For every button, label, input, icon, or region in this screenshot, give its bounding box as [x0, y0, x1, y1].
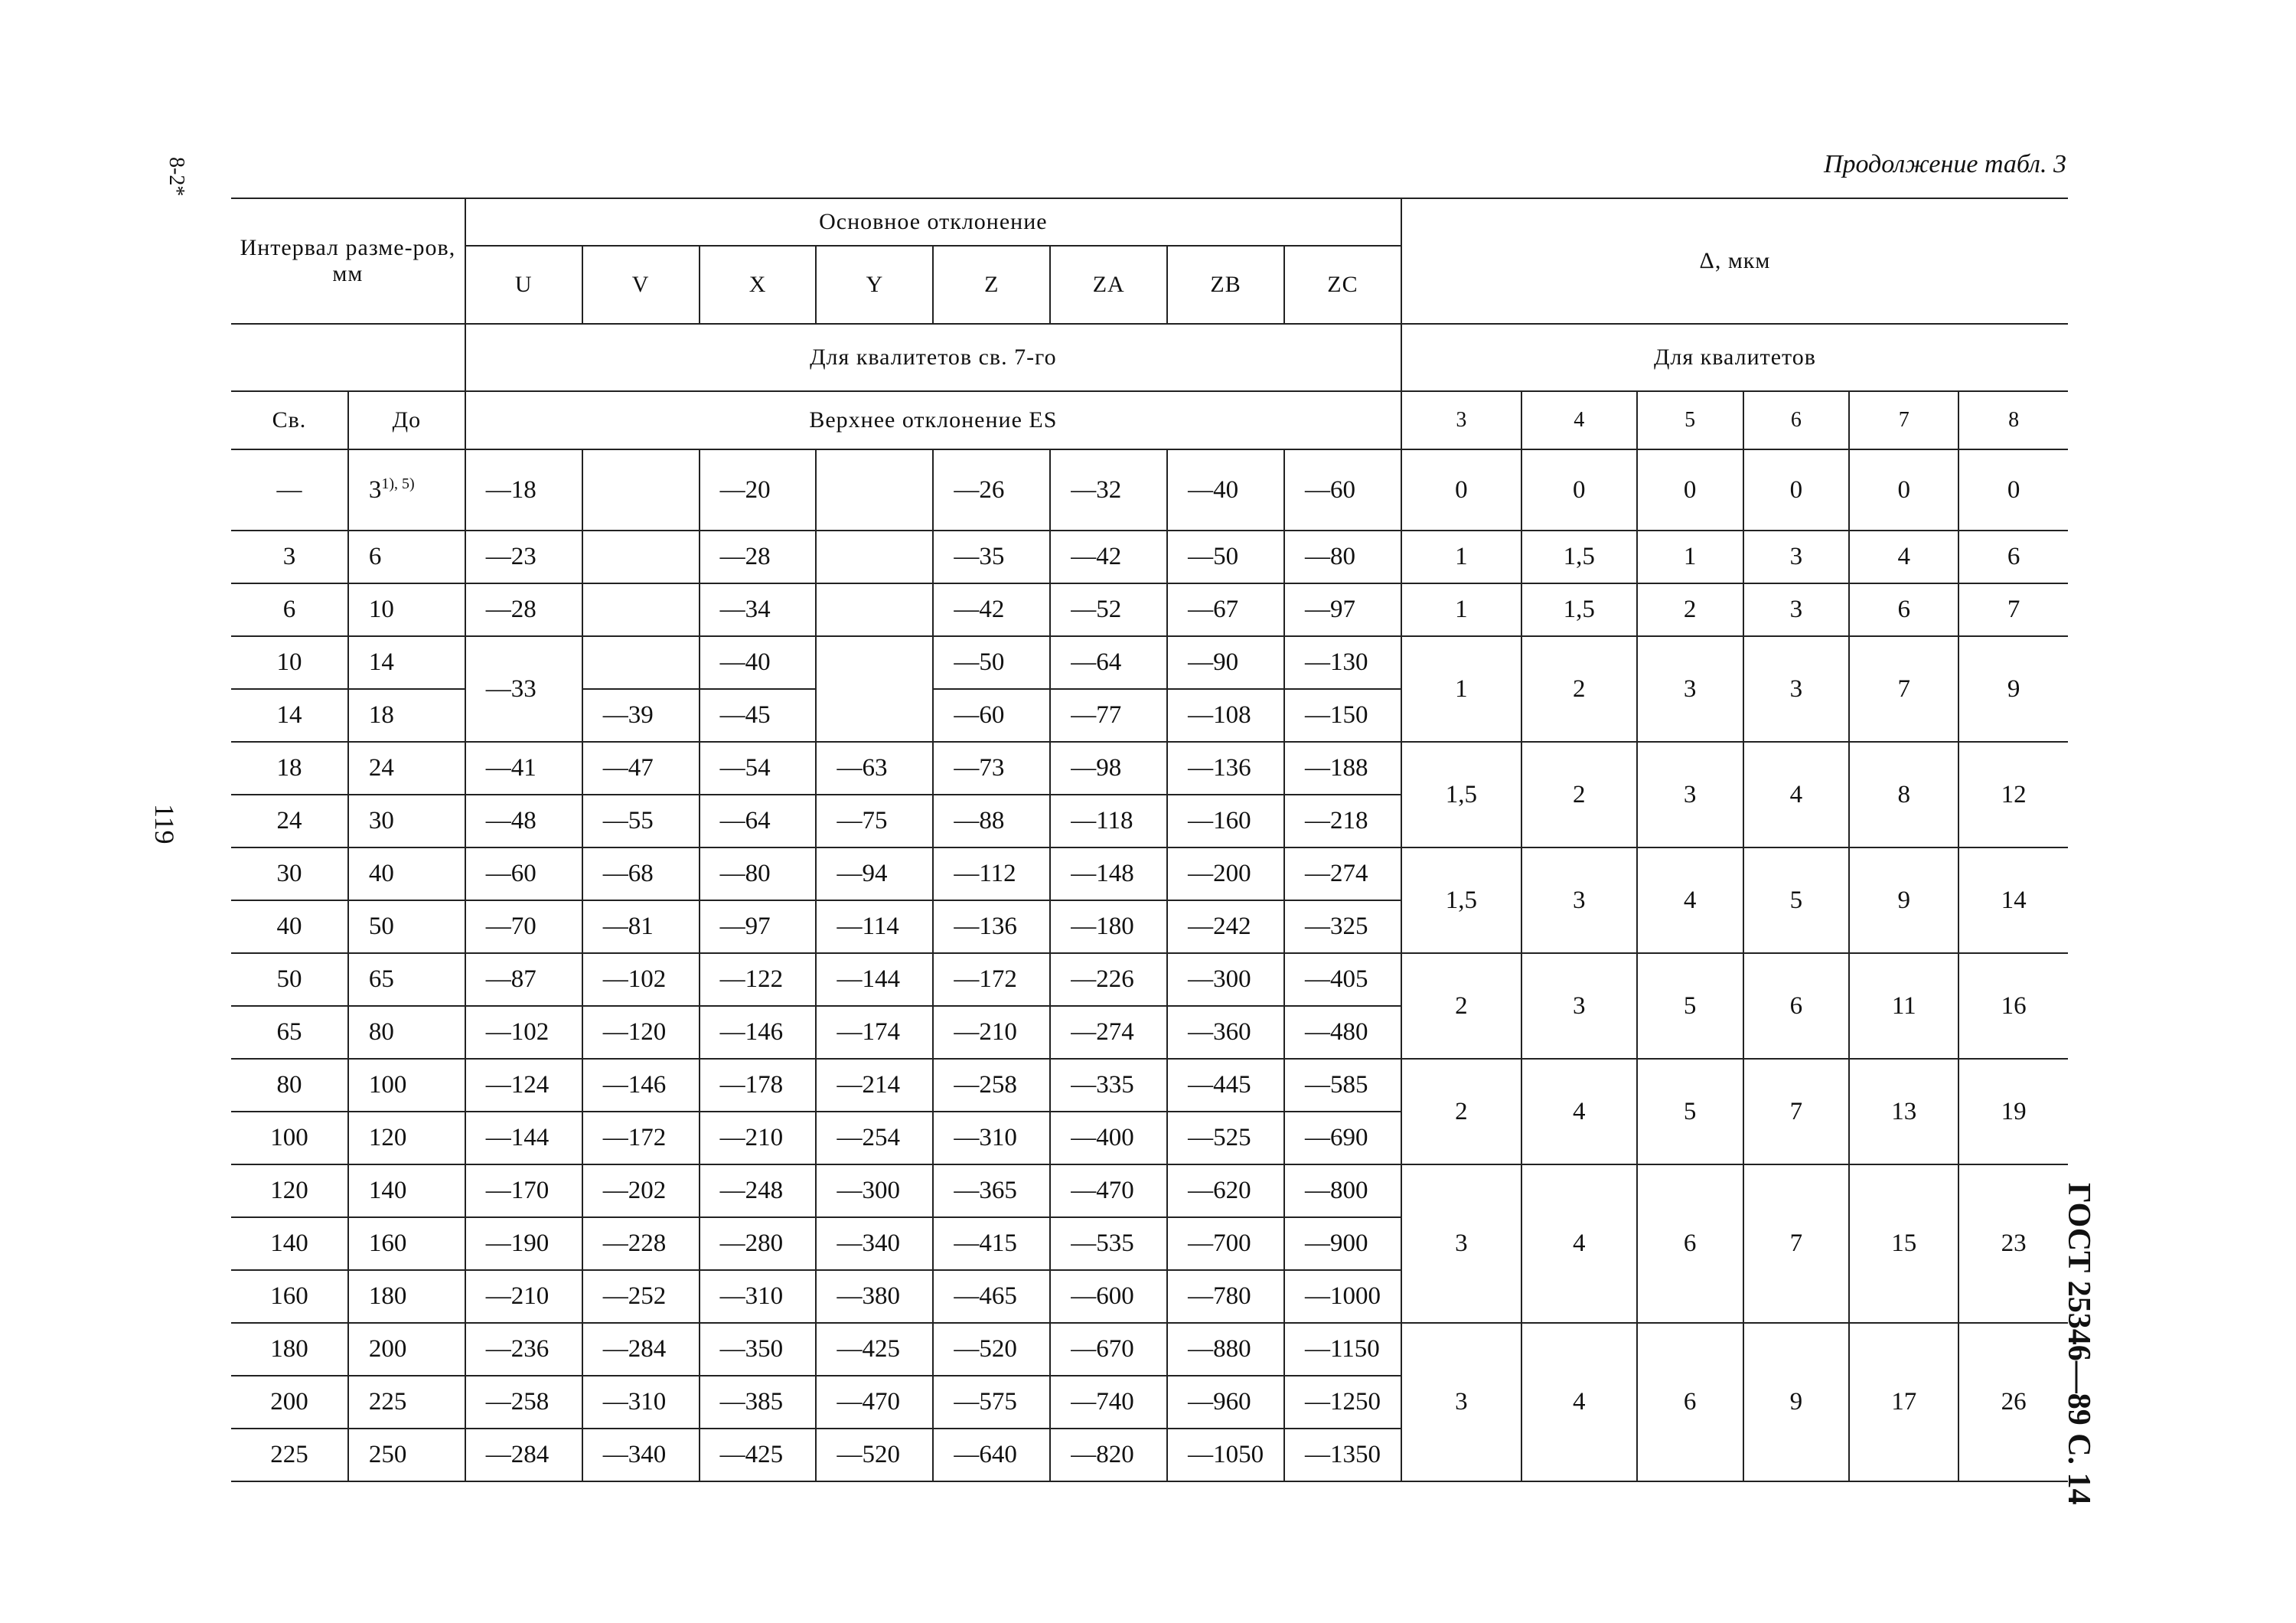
deviation-zc: —274 [1284, 847, 1401, 900]
deviation-zc: —325 [1284, 900, 1401, 953]
delta-value: 3 [1743, 531, 1850, 583]
deviation-za: —64 [1050, 636, 1167, 689]
interval-from: 180 [231, 1323, 348, 1376]
delta-value: 23 [1958, 1164, 2068, 1323]
deviation-x: —28 [700, 531, 817, 583]
delta-value: 6 [1958, 531, 2068, 583]
deviation-za: —670 [1050, 1323, 1167, 1376]
deviation-z: —73 [933, 742, 1050, 795]
deviation-u: —284 [465, 1429, 582, 1481]
interval-from: 65 [231, 1006, 348, 1059]
delta-value: 1,5 [1521, 583, 1637, 636]
table-row [231, 636, 2068, 689]
deviation-z: —172 [933, 953, 1050, 1006]
side-code: 8-2* [165, 157, 188, 197]
deviation-zb: —780 [1167, 1270, 1284, 1323]
interval-header: Интервал разме-ров, мм [231, 198, 465, 324]
deviation-x: —385 [700, 1376, 817, 1429]
delta-value: 0 [1849, 449, 1958, 531]
deviation-x: —425 [700, 1429, 817, 1481]
deviation-z: —210 [933, 1006, 1050, 1059]
deviation-v [582, 583, 700, 636]
deviation-za: —226 [1050, 953, 1167, 1006]
delta-value: 16 [1958, 953, 2068, 1059]
delta-value: 5 [1637, 953, 1743, 1059]
deviation-zc: —800 [1284, 1164, 1401, 1217]
deviation-y: —94 [816, 847, 933, 900]
grades-header: Для квалитетов [1401, 324, 2068, 391]
delta-value: 3 [1401, 1323, 1521, 1481]
deviation-zc: —690 [1284, 1112, 1401, 1164]
deviation-v: —310 [582, 1376, 700, 1429]
delta-value: 1,5 [1521, 531, 1637, 583]
interval-to: 50 [348, 900, 465, 953]
delta-value: 3 [1637, 742, 1743, 847]
deviation-z: —60 [933, 689, 1050, 742]
delta-value: 5 [1637, 1059, 1743, 1164]
delta-value: 7 [1743, 1164, 1850, 1323]
deviation-x: —40 [700, 636, 817, 689]
delta-value: 7 [1849, 636, 1958, 742]
delta-value: 1,5 [1401, 742, 1521, 847]
delta-value: 0 [1637, 449, 1743, 531]
letter-header: ZC [1284, 246, 1401, 324]
delta-value: 3 [1743, 583, 1850, 636]
interval-to: 14 [348, 636, 465, 689]
deviation-z: —112 [933, 847, 1050, 900]
delta-value: 11 [1849, 953, 1958, 1059]
delta-value: 4 [1521, 1323, 1637, 1481]
deviation-zc: —150 [1284, 689, 1401, 742]
delta-value: 2 [1401, 1059, 1521, 1164]
delta-value: 0 [1958, 449, 2068, 531]
deviation-x: —54 [700, 742, 817, 795]
deviation-v: —284 [582, 1323, 700, 1376]
interval-to: $3^{1), 5)}$ [348, 449, 465, 531]
deviation-x: —146 [700, 1006, 817, 1059]
interval-from: 200 [231, 1376, 348, 1429]
table-continuation-caption: Продолжение табл. 3 [1823, 150, 2066, 178]
deviation-x: —97 [700, 900, 817, 953]
deviation-y: —63 [816, 742, 933, 795]
interval-from: — [231, 449, 348, 531]
deviation-zc: —188 [1284, 742, 1401, 795]
interval-from: 40 [231, 900, 348, 953]
interval-to: 200 [348, 1323, 465, 1376]
delta-value: 9 [1849, 847, 1958, 953]
delta-value: 0 [1743, 449, 1850, 531]
from-header: Св. [231, 391, 348, 449]
deviation-zc: —60 [1284, 449, 1401, 531]
delta-value: 26 [1958, 1323, 2068, 1481]
deviation-y: —75 [816, 795, 933, 847]
interval-to: 80 [348, 1006, 465, 1059]
interval-from: 18 [231, 742, 348, 795]
deviation-za: —335 [1050, 1059, 1167, 1112]
delta-value: 15 [1849, 1164, 1958, 1323]
tolerance-table [231, 198, 2068, 1482]
deviation-zc: —1000 [1284, 1270, 1401, 1323]
interval-from: 24 [231, 795, 348, 847]
deviation-z: —640 [933, 1429, 1050, 1481]
interval-from: 100 [231, 1112, 348, 1164]
deviation-zb: —525 [1167, 1112, 1284, 1164]
delta-value: 6 [1637, 1323, 1743, 1481]
deviation-za: —470 [1050, 1164, 1167, 1217]
deviation-zb: —242 [1167, 900, 1284, 953]
side-standard-label: ГОСТ 25346—89 С. 14 [2061, 1183, 2096, 1505]
delta-value: 8 [1849, 742, 1958, 847]
letter-header: Z [933, 246, 1050, 324]
deviation-zc: —130 [1284, 636, 1401, 689]
delta-value: 12 [1958, 742, 2068, 847]
deviation-y [816, 449, 933, 531]
interval-from: 10 [231, 636, 348, 689]
delta-value: 6 [1637, 1164, 1743, 1323]
deviation-zb: —700 [1167, 1217, 1284, 1270]
deviation-z: —258 [933, 1059, 1050, 1112]
interval-from: 140 [231, 1217, 348, 1270]
delta-value: 1 [1401, 583, 1521, 636]
deviation-u: —33 [465, 636, 582, 742]
deviation-u: —23 [465, 531, 582, 583]
interval-to: 6 [348, 531, 465, 583]
deviation-v: —146 [582, 1059, 700, 1112]
letter-header: U [465, 246, 582, 324]
interval-from: 225 [231, 1429, 348, 1481]
delta-value: 3 [1637, 636, 1743, 742]
interval-to: 65 [348, 953, 465, 1006]
deviation-zc: —97 [1284, 583, 1401, 636]
side-page-number: 119 [149, 804, 180, 844]
deviation-v [582, 449, 700, 531]
deviation-v [582, 636, 700, 689]
deviation-u: —28 [465, 583, 582, 636]
deviation-v: —68 [582, 847, 700, 900]
interval-from: 80 [231, 1059, 348, 1112]
grade-number: 5 [1637, 391, 1743, 449]
deviation-zb: —67 [1167, 583, 1284, 636]
delta-value: 2 [1637, 583, 1743, 636]
deviation-y: —174 [816, 1006, 933, 1059]
deviation-zc: —218 [1284, 795, 1401, 847]
deviation-v: —340 [582, 1429, 700, 1481]
interval-from: 3 [231, 531, 348, 583]
letter-header: ZB [1167, 246, 1284, 324]
grade-number: 8 [1958, 391, 2068, 449]
delta-value: 3 [1521, 953, 1637, 1059]
deviation-x: —45 [700, 689, 817, 742]
table-row [231, 1059, 2068, 1112]
delta-value: 4 [1743, 742, 1850, 847]
table-row [231, 583, 2068, 636]
deviation-zc: —480 [1284, 1006, 1401, 1059]
delta-value: 7 [1958, 583, 2068, 636]
deviation-u: —190 [465, 1217, 582, 1270]
delta-value: 4 [1521, 1164, 1637, 1323]
delta-value: 17 [1849, 1323, 1958, 1481]
delta-value: 6 [1849, 583, 1958, 636]
letter-header: X [700, 246, 817, 324]
deviation-y: —144 [816, 953, 933, 1006]
deviation-y [816, 583, 933, 636]
delta-value: 1 [1637, 531, 1743, 583]
main-deviation-header: Основное отклонение [465, 198, 1401, 246]
interval-to: 250 [348, 1429, 465, 1481]
delta-value: 1 [1401, 636, 1521, 742]
deviation-y: —114 [816, 900, 933, 953]
delta-value: 4 [1521, 1059, 1637, 1164]
delta-value: 9 [1743, 1323, 1850, 1481]
deviation-z: —42 [933, 583, 1050, 636]
grade-number: 7 [1849, 391, 1958, 449]
table-row [231, 953, 2068, 1006]
interval-to: 140 [348, 1164, 465, 1217]
deviation-z: —365 [933, 1164, 1050, 1217]
delta-value: 3 [1743, 636, 1850, 742]
deviation-y: —425 [816, 1323, 933, 1376]
deviation-z: —415 [933, 1217, 1050, 1270]
deviation-za: —148 [1050, 847, 1167, 900]
deviation-zb: —90 [1167, 636, 1284, 689]
deviation-x: —310 [700, 1270, 817, 1323]
delta-value: 19 [1958, 1059, 2068, 1164]
table-row [231, 1323, 2068, 1376]
deviation-za: —820 [1050, 1429, 1167, 1481]
interval-to: 100 [348, 1059, 465, 1112]
deviation-za: —740 [1050, 1376, 1167, 1429]
deviation-x: —248 [700, 1164, 817, 1217]
deviation-y: —470 [816, 1376, 933, 1429]
deviation-za: —52 [1050, 583, 1167, 636]
deviation-u: —236 [465, 1323, 582, 1376]
deviation-v: —120 [582, 1006, 700, 1059]
delta-value: 1 [1401, 531, 1521, 583]
footnote-ref: 1), 5) [381, 475, 415, 492]
interval-to: 18 [348, 689, 465, 742]
deviation-zb: —360 [1167, 1006, 1284, 1059]
deviation-zb: —880 [1167, 1323, 1284, 1376]
deviation-za: —400 [1050, 1112, 1167, 1164]
delta-value: 3 [1521, 847, 1637, 953]
deviation-v: —228 [582, 1217, 700, 1270]
deviation-zb: —160 [1167, 795, 1284, 847]
deviation-z: —136 [933, 900, 1050, 953]
deviation-v: —39 [582, 689, 700, 742]
to-header: До [348, 391, 465, 449]
deviation-v [582, 531, 700, 583]
table-row [231, 1164, 2068, 1217]
delta-value: 2 [1521, 742, 1637, 847]
interval-from: 14 [231, 689, 348, 742]
deviation-x: —178 [700, 1059, 817, 1112]
delta-value: 4 [1849, 531, 1958, 583]
interval-from: 50 [231, 953, 348, 1006]
deviation-za: —535 [1050, 1217, 1167, 1270]
letter-header: V [582, 246, 700, 324]
delta-value: 1,5 [1401, 847, 1521, 953]
deviation-y: —214 [816, 1059, 933, 1112]
interval-to: 180 [348, 1270, 465, 1323]
grade-number: 6 [1743, 391, 1850, 449]
table-row [231, 742, 2068, 795]
interval-from: 6 [231, 583, 348, 636]
deviation-zb: —300 [1167, 953, 1284, 1006]
deviation-x: —122 [700, 953, 817, 1006]
deviation-y [816, 531, 933, 583]
deviation-u: —102 [465, 1006, 582, 1059]
delta-value: 14 [1958, 847, 2068, 953]
deviation-zb: —620 [1167, 1164, 1284, 1217]
deviation-v: —102 [582, 953, 700, 1006]
deviation-x: —280 [700, 1217, 817, 1270]
deviation-v: —47 [582, 742, 700, 795]
deviation-u: —210 [465, 1270, 582, 1323]
delta-value: 5 [1743, 847, 1850, 953]
delta-value: 0 [1401, 449, 1521, 531]
deviation-z: —50 [933, 636, 1050, 689]
delta-value: 0 [1521, 449, 1637, 531]
deviation-za: —77 [1050, 689, 1167, 742]
delta-value: 3 [1401, 1164, 1521, 1323]
deviation-za: —118 [1050, 795, 1167, 847]
deviation-x: —80 [700, 847, 817, 900]
deviation-z: —575 [933, 1376, 1050, 1429]
deviation-za: —32 [1050, 449, 1167, 531]
letter-header: Y [816, 246, 933, 324]
deviation-u: —48 [465, 795, 582, 847]
table-row [231, 847, 2068, 900]
grades-above-7-header: Для квалитетов св. 7-го [465, 324, 1401, 391]
delta-value: 9 [1958, 636, 2068, 742]
deviation-v: —202 [582, 1164, 700, 1217]
deviation-zb: —1050 [1167, 1429, 1284, 1481]
deviation-zc: —900 [1284, 1217, 1401, 1270]
deviation-za: —98 [1050, 742, 1167, 795]
delta-value: 2 [1401, 953, 1521, 1059]
deviation-u: —18 [465, 449, 582, 531]
deviation-z: —310 [933, 1112, 1050, 1164]
deviation-v: —172 [582, 1112, 700, 1164]
delta-value: 2 [1521, 636, 1637, 742]
deviation-y: —340 [816, 1217, 933, 1270]
interval-to: 24 [348, 742, 465, 795]
deviation-x: —34 [700, 583, 817, 636]
delta-value: 13 [1849, 1059, 1958, 1164]
letter-header: ZA [1050, 246, 1167, 324]
deviation-zb: —108 [1167, 689, 1284, 742]
deviation-x: —64 [700, 795, 817, 847]
deviation-u: —124 [465, 1059, 582, 1112]
deviation-y: —300 [816, 1164, 933, 1217]
deviation-zb: —50 [1167, 531, 1284, 583]
interval-to: 120 [348, 1112, 465, 1164]
deviation-za: —180 [1050, 900, 1167, 953]
deviation-z: —465 [933, 1270, 1050, 1323]
deviation-u: —87 [465, 953, 582, 1006]
deviation-u: —144 [465, 1112, 582, 1164]
deviation-za: —274 [1050, 1006, 1167, 1059]
deviation-z: —88 [933, 795, 1050, 847]
grade-number: 4 [1521, 391, 1637, 449]
deviation-z: —520 [933, 1323, 1050, 1376]
interval-to: 160 [348, 1217, 465, 1270]
deviation-za: —42 [1050, 531, 1167, 583]
header-blank [231, 324, 465, 391]
deviation-u: —258 [465, 1376, 582, 1429]
deviation-zb: —136 [1167, 742, 1284, 795]
deviation-u: —70 [465, 900, 582, 953]
deviation-u: —170 [465, 1164, 582, 1217]
deviation-zb: —445 [1167, 1059, 1284, 1112]
deviation-x: —210 [700, 1112, 817, 1164]
delta-value: 6 [1743, 953, 1850, 1059]
deviation-zc: —405 [1284, 953, 1401, 1006]
upper-deviation-header: Верхнее отклонение ES [465, 391, 1401, 449]
delta-header: Δ, мкм [1401, 198, 2068, 324]
deviation-za: —600 [1050, 1270, 1167, 1323]
deviation-x: —20 [700, 449, 817, 531]
deviation-z: —35 [933, 531, 1050, 583]
deviation-v: —55 [582, 795, 700, 847]
deviation-zc: —80 [1284, 531, 1401, 583]
deviation-y [816, 636, 933, 742]
grade-number: 3 [1401, 391, 1521, 449]
deviation-v: —81 [582, 900, 700, 953]
deviation-zb: —960 [1167, 1376, 1284, 1429]
deviation-y: —254 [816, 1112, 933, 1164]
deviation-zc: —585 [1284, 1059, 1401, 1112]
interval-from: 120 [231, 1164, 348, 1217]
interval-from: 30 [231, 847, 348, 900]
deviation-zc: —1250 [1284, 1376, 1401, 1429]
table-row [231, 531, 2068, 583]
interval-to: 225 [348, 1376, 465, 1429]
interval-to: 10 [348, 583, 465, 636]
deviation-zc: —1350 [1284, 1429, 1401, 1481]
deviation-zb: —40 [1167, 449, 1284, 531]
deviation-zc: —1150 [1284, 1323, 1401, 1376]
deviation-y: —520 [816, 1429, 933, 1481]
table-row [231, 449, 2068, 531]
deviation-z: —26 [933, 449, 1050, 531]
deviation-y: —380 [816, 1270, 933, 1323]
deviation-zb: —200 [1167, 847, 1284, 900]
deviation-u: —60 [465, 847, 582, 900]
interval-from: 160 [231, 1270, 348, 1323]
delta-value: 4 [1637, 847, 1743, 953]
deviation-u: —41 [465, 742, 582, 795]
interval-to: 40 [348, 847, 465, 900]
deviation-v: —252 [582, 1270, 700, 1323]
deviation-x: —350 [700, 1323, 817, 1376]
interval-to: 30 [348, 795, 465, 847]
delta-value: 7 [1743, 1059, 1850, 1164]
